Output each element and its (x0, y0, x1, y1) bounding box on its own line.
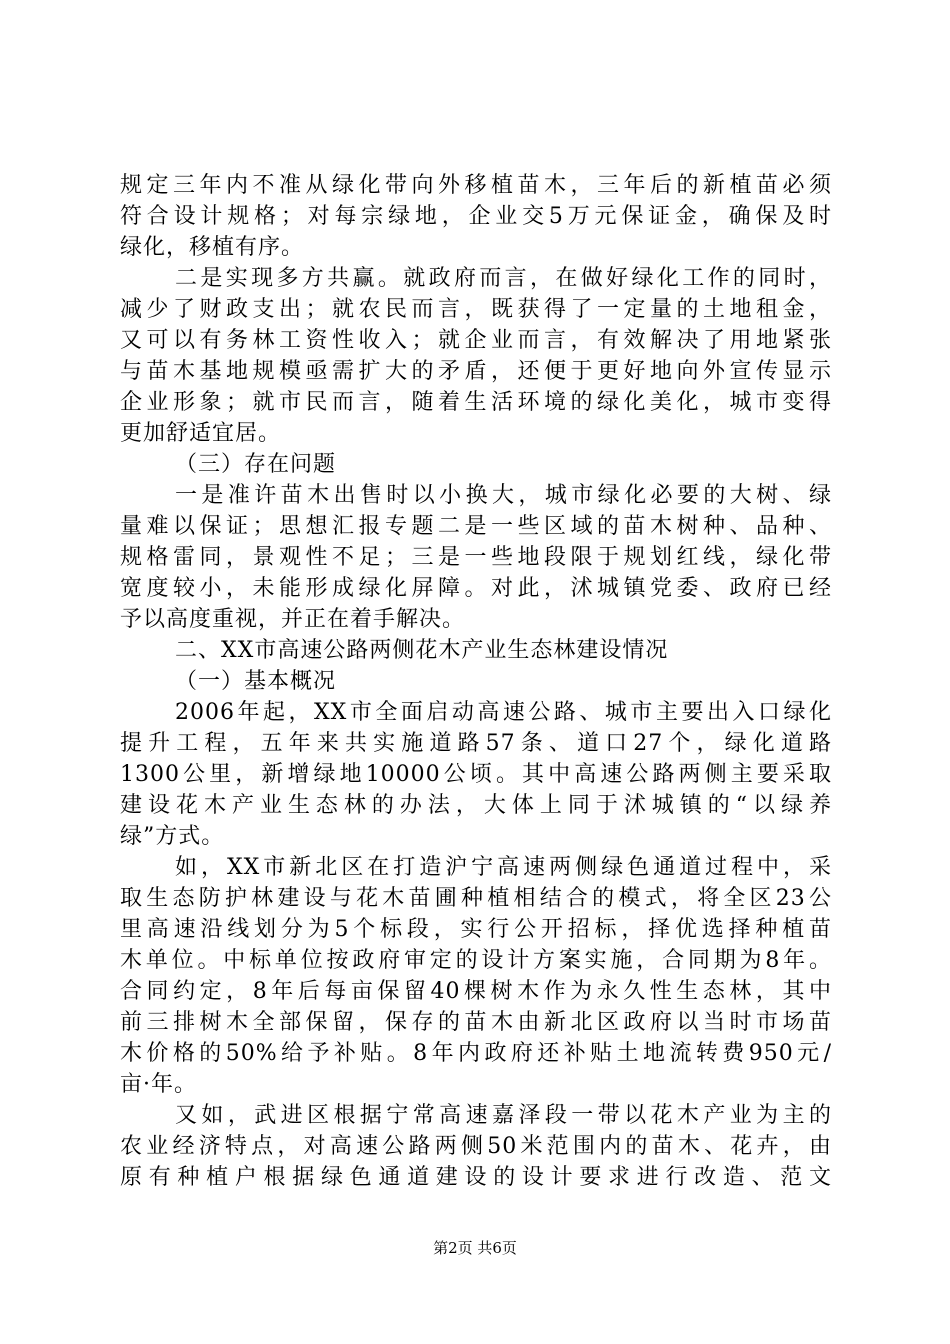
text-line: 如，XX市新北区在打造沪宁高速两侧绿色通道过程中，采 (175, 855, 832, 880)
section-heading: 二、XX市高速公路两侧花木产业生态林建设情况 (175, 638, 669, 663)
text-line: 合同约定，8年后每亩保留40棵树木作为永久性生态林，其中 (120, 979, 832, 1004)
text-line: 里高速沿线划分为5个标段，实行公开招标，择优选择种植苗 (120, 917, 832, 942)
text-line: 取生态防护林建设与花木苗圃种植相结合的模式，将全区23公 (120, 886, 832, 911)
document-body (120, 170, 832, 1193)
text-line: 更加舒适宜居。 (120, 421, 282, 446)
text-line: 量难以保证；思想汇报专题二是一些区域的苗木树种、品种、 (120, 514, 832, 539)
text-line: 规格雷同，景观性不足；三是一些地段限于规划红线，绿化带 (120, 545, 832, 570)
text-line: 2006年起，XX市全面启动高速公路、城市主要出入口绿化 (175, 700, 832, 725)
text-line: 一是准许苗木出售时以小换大，城市绿化必要的大树、绿 (175, 483, 832, 508)
text-line: 又可以有务林工资性收入；就企业而言，有效解决了用地紧张 (120, 328, 832, 353)
text-line: 规定三年内不准从绿化带向外移植苗木，三年后的新植苗必须 (120, 173, 832, 198)
section-heading: （三）存在问题 (175, 452, 337, 477)
text-line: 前三排树木全部保留，保存的苗木由新北区政府以当时市场苗 (120, 1010, 832, 1035)
text-line: 二是实现多方共赢。就政府而言，在做好绿化工作的同时， (175, 266, 832, 291)
text-line: 减少了财政支出；就农民而言，既获得了一定量的土地租金， (120, 297, 832, 322)
text-line: 企业形象；就市民而言，随着生活环境的绿化美化，城市变得 (120, 390, 832, 415)
text-line: 予以高度重视，并正在着手解决。 (120, 607, 466, 632)
text-line: 农业经济特点，对高速公路两侧50米范围内的苗木、花卉，由 (120, 1134, 832, 1159)
text-line: 建设花木产业生态林的办法，大体上同于沭城镇的“以绿养 (120, 793, 832, 818)
text-line: 与苗木基地规模亟需扩大的矛盾，还便于更好地向外宣传显示 (120, 359, 832, 384)
section-heading: （一）基本概况 (175, 669, 337, 694)
text-line: 1300公里，新增绿地10000公顷。其中高速公路两侧主要采取 (120, 762, 832, 787)
text-line: 绿化，移植有序。 (120, 235, 305, 260)
text-line: 宽度较小，未能形成绿化屏障。对此，沭城镇党委、政府已经 (120, 576, 832, 601)
text-line: 原有种植户根据绿色通道建设的设计要求进行改造、范文 (120, 1165, 832, 1190)
page-footer: 第2页 共6页 (433, 1239, 517, 1257)
text-line: 绿”方式。 (120, 824, 225, 849)
text-line: 提升工程，五年来共实施道路57条、道口27个，绿化道路 (120, 731, 832, 756)
text-line: 木价格的50%给予补贴。8年内政府还补贴土地流转费950元/ (120, 1041, 832, 1066)
text-line: 又如，武进区根据宁常高速嘉泽段一带以花木产业为主的 (175, 1103, 832, 1128)
text-line: 木单位。中标单位按政府审定的设计方案实施，合同期为8年。 (120, 948, 832, 973)
text-line: 符合设计规格；对每宗绿地，企业交5万元保证金，确保及时 (120, 204, 832, 229)
text-line: 亩·年。 (120, 1072, 197, 1097)
